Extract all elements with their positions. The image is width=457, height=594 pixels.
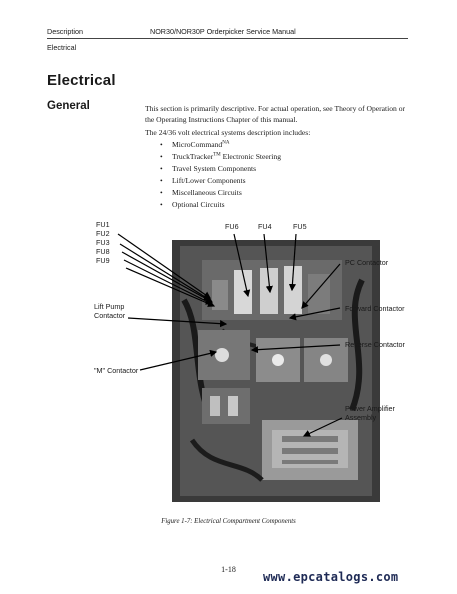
list-intro: The 24/36 volt electrical systems description includes: [145, 128, 311, 137]
header-section: Description [47, 27, 83, 36]
list-item: • Lift/Lower Components [160, 176, 281, 188]
reverse-contactor-label: Reverse Contactor [345, 340, 405, 349]
lift-pump-contactor-label: Lift Pump Contactor [94, 302, 126, 320]
fuse-label-fu4: FU4 [258, 222, 272, 231]
list-item: • Travel System Components [160, 164, 281, 176]
page-heading: Electrical [47, 72, 116, 89]
electrical-compartment-figure [40, 218, 420, 508]
figure-caption: Figure 1-7: Electrical Compartment Components [161, 518, 296, 525]
section-subheading: General [47, 100, 90, 112]
list-item: • TruckTracker™ Electronic Steering [160, 152, 281, 164]
power-amplifier-label: Power Amplifier Assembly [345, 404, 395, 422]
list-item: • MicroCommand$^{NA}$ [160, 140, 281, 152]
fuse-group-left: FU1 FU2 FU3 FU8 FU9 [96, 220, 110, 265]
fuse-label-fu5: FU5 [293, 222, 307, 231]
header-divider [47, 38, 408, 39]
intro-paragraph: This section is primarily descriptive. For actual operation, see Theory of Operation or the Operating Instructions Chapter of this manual. [145, 104, 406, 124]
list-item: • Optional Circuits [160, 200, 281, 212]
m-contactor-label: "M" Contactor [94, 366, 139, 375]
fuse-label-fu6: FU6 [225, 222, 239, 231]
header-subsection: Electrical [47, 43, 77, 52]
watermark: www.epcatalogs.com [263, 570, 399, 584]
header-manual-title: NOR30/NOR30P Orderpicker Service Manual [150, 27, 296, 36]
page-number: 1-18 [221, 565, 236, 574]
forward-contactor-label: Forward Contactor [345, 304, 405, 313]
systems-list [160, 140, 281, 212]
pc-contactor-label: PC Contactor [345, 258, 389, 267]
list-item: • Miscellaneous Circuits [160, 188, 281, 200]
